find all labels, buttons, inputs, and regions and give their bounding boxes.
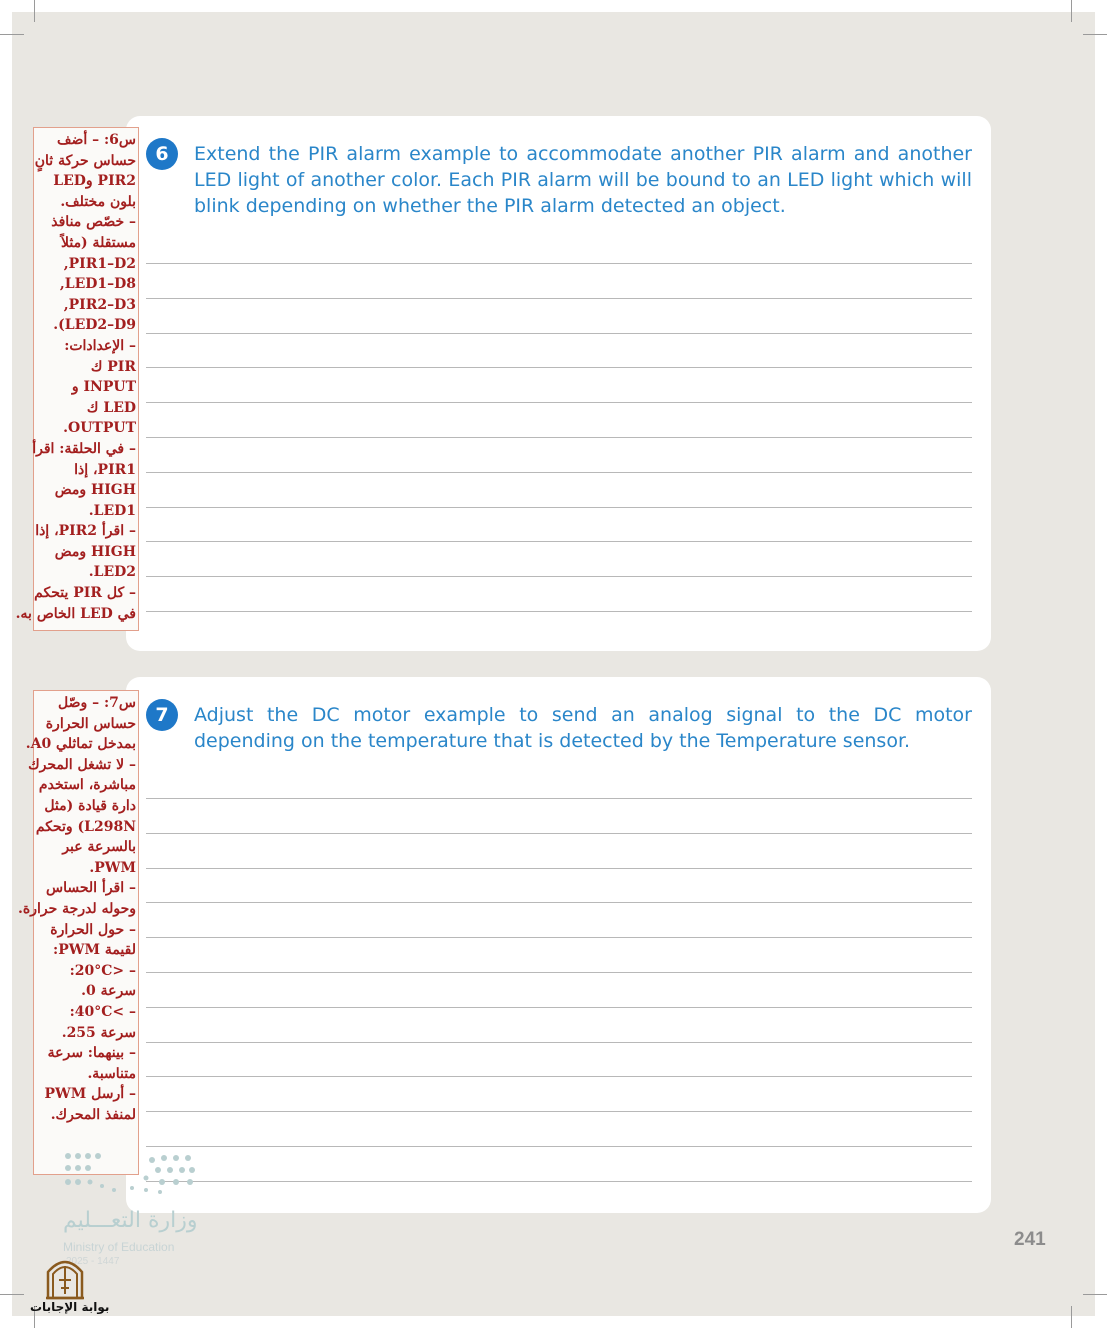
answer-line[interactable] — [146, 263, 972, 264]
answer-line[interactable] — [146, 611, 972, 612]
note-line: HIGH ومض — [54, 482, 136, 499]
crop-mark — [0, 1294, 24, 1295]
note-line: – الإعدادات: — [64, 337, 136, 354]
note-line: HIGH ومض — [54, 543, 136, 560]
note-line: وحوله لدرجة حرارة. — [18, 900, 136, 917]
answer-line[interactable] — [146, 1042, 972, 1043]
answer-line[interactable] — [146, 937, 972, 938]
answer-line[interactable] — [146, 576, 972, 577]
note-line: PIR2 وLED — [53, 173, 136, 190]
note-line: INPUT و — [71, 379, 136, 396]
question-6-number: 6 — [146, 138, 178, 170]
note-line: – >40°C: — [69, 1003, 136, 1020]
answer-line[interactable] — [146, 507, 972, 508]
question-6-text: Extend the PIR alarm example to accommodate another PIR alarm and another LED light of another color. Each PIR alarm will be bound to an LED light which will blink depending on whether the PIR alarm detected an object. — [194, 143, 972, 217]
note-line: – كل PIR يتحكم — [34, 585, 136, 602]
crop-mark — [1071, 1306, 1072, 1328]
note-line: لقيمة PWM: — [53, 942, 136, 959]
note-line: – <20°C: — [69, 962, 136, 979]
answer-line[interactable] — [146, 1146, 972, 1147]
note-line: LED1. — [88, 502, 136, 519]
answer-line[interactable] — [146, 402, 972, 403]
note-line: – خصّص منافذ — [51, 214, 136, 231]
question-7-number: 7 — [146, 699, 178, 731]
note-line: PIR2–D3, — [63, 296, 136, 313]
note-line: PIR1، إذا — [74, 461, 136, 478]
portal-logo-icon — [44, 1254, 86, 1300]
question-7-card — [126, 677, 991, 1213]
ministry-name-english: Ministry of Education — [63, 1240, 175, 1254]
note-line: OUTPUT. — [63, 420, 136, 437]
note-line: حساس الحرارة — [45, 715, 136, 732]
note-line: سرعة 0. — [81, 983, 136, 1000]
note-line: مباشرة، استخدم — [38, 777, 136, 794]
answer-line[interactable] — [146, 472, 972, 473]
crop-mark — [1071, 0, 1072, 22]
answer-line[interactable] — [146, 1076, 972, 1077]
page-number: 241 — [1014, 1229, 1046, 1250]
crop-mark — [34, 0, 35, 22]
ministry-year: 2025 - 1447 — [66, 1256, 120, 1267]
answer-line[interactable] — [146, 298, 972, 299]
note-line: LED ك — [86, 399, 136, 416]
note-line: PIR ك — [90, 358, 136, 375]
answer-line[interactable] — [146, 333, 972, 334]
note-line: في LED الخاص به. — [15, 605, 136, 622]
moe-dots-logo — [62, 1150, 202, 1198]
note-line: س7: – وصّل — [57, 695, 136, 711]
note-line: LED2–D9). — [53, 317, 136, 334]
answer-line[interactable] — [146, 1007, 972, 1008]
note-line: بلون مختلف. — [60, 193, 136, 210]
note-line: – اقرأ PIR2، إذا — [35, 523, 136, 540]
answer-line[interactable] — [146, 972, 972, 973]
answer-line[interactable] — [146, 868, 972, 869]
note-line: LED1–D8, — [59, 276, 136, 293]
note-line: حساس حركة ثانٍ — [34, 152, 136, 169]
note-line: – اقرأ الحساس — [46, 880, 136, 897]
crop-mark — [1083, 1294, 1107, 1295]
answer-line[interactable] — [146, 1111, 972, 1112]
answer-line[interactable] — [146, 1181, 972, 1182]
note-line: مستقلة (مثلاً — [60, 234, 136, 251]
note-line: لمنفذ المحرك. — [50, 1106, 136, 1123]
note-line: – بينهما: سرعة — [47, 1045, 136, 1062]
answer-line[interactable] — [146, 798, 972, 799]
answer-line[interactable] — [146, 541, 972, 542]
question-6-answer-note — [15, 127, 139, 631]
note-line: متناسبة. — [87, 1065, 136, 1082]
note-line: بمدخل تماثلي A0. — [25, 736, 136, 753]
note-line: – لا تشغل المحرك — [28, 756, 136, 773]
portal-name: بوابة الإجابات — [30, 1300, 110, 1314]
answer-line[interactable] — [146, 437, 972, 438]
ministry-name-arabic: وزارة التعـــليم — [63, 1208, 198, 1233]
crop-mark — [1083, 34, 1107, 35]
question-7-answer-note — [18, 690, 139, 1175]
question-7-text: Adjust the DC motor example to send an analog signal to the DC motor depending on the temperature that is detected by the Temperature sensor. — [194, 704, 972, 752]
note-line: PIR1–D2, — [63, 255, 136, 272]
note-line: س6: – أضف — [56, 132, 136, 148]
note-line: PWM. — [89, 859, 136, 876]
note-line: دارة قيادة (مثل — [44, 797, 136, 814]
note-line: سرعة 255. — [61, 1024, 136, 1041]
note-line: – حول الحرارة — [50, 921, 136, 938]
note-line: L298N) وتحكم — [35, 818, 136, 835]
note-line: بالسرعة عبر — [62, 839, 136, 856]
note-line: – أرسل PWM — [44, 1086, 136, 1103]
crop-mark — [0, 34, 24, 35]
note-line: LED2. — [88, 564, 136, 581]
note-line: – في الحلقة: اقرأ — [32, 440, 136, 457]
answer-line[interactable] — [146, 902, 972, 903]
answer-line[interactable] — [146, 367, 972, 368]
answer-line[interactable] — [146, 833, 972, 834]
